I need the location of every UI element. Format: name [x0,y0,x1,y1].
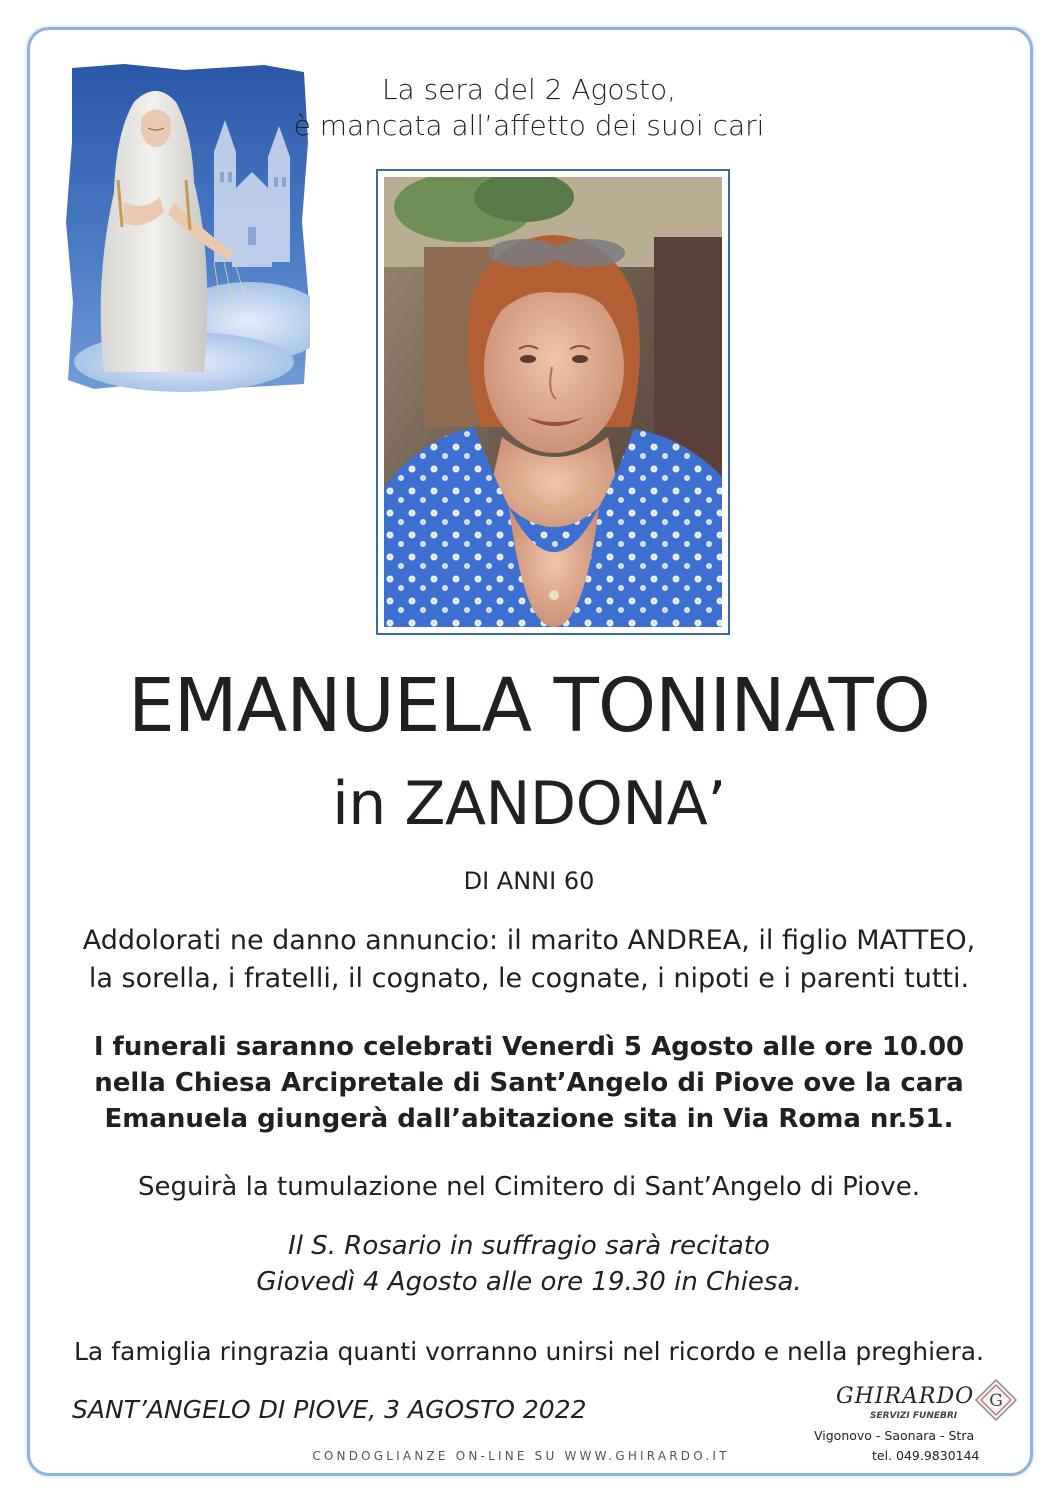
rosary-line-1: Il S. Rosario in suffragio sarà recitato [288,1231,770,1261]
age: DI ANNI 60 [463,867,595,895]
funeral-home-phone: tel. 049.9830144 [872,1448,980,1463]
opening-text [0,72,1058,144]
deceased-name: EMANUELA TONINATO [128,663,930,749]
opening-line-2: è mancata all’affetto dei suoi cari [293,109,765,142]
funeral-line-1: I funerali saranno celebrati Venerdì 5 Agosto alle ore 10.00 [93,1032,965,1062]
funeral-line-3: Emanuela giungerà dall’abitazione sita in Via Roma nr.51. [104,1104,954,1134]
announcement-line-2: la sorella, i fratelli, il cognato, le cognate, i nipoti e i parenti tutti. [88,963,970,994]
funeral-home-mark-icon [974,1378,1018,1422]
funeral-line-2: nella Chiesa Arcipretale di Sant’Angelo di Piove ove la cara [94,1068,964,1098]
portrait-photo [384,177,722,627]
announcement [0,922,1058,998]
opening-line-1: La sera del 2 Agosto, [381,73,677,106]
condolences-text: CONDOGLIANZE ON-LINE SU WWW.GHIRARDO.IT [312,1449,730,1463]
funeral-home-mark-letter: G [989,1391,1003,1411]
burial-info: Seguirà la tumulazione nel Cimitero di Sant’Angelo di Piove. [138,1172,920,1202]
funeral-info [0,1029,1058,1137]
funeral-home-logo [810,1376,1025,1468]
funeral-home-name: GHIRARDO [836,1384,975,1409]
rosary-line-2: Giovedì 4 Agosto alle ore 19.30 in Chiesa. [256,1267,802,1297]
place-date: SANT’ANGELO DI PIOVE, 3 AGOSTO 2022 [72,1395,587,1424]
portrait-frame [376,169,730,635]
funeral-home-subtitle: SERVIZI FUNEBRI [870,1411,958,1421]
announcement-line-1: Addolorati ne danno annuncio: il marito ANDREA, il figlio MATTEO, [82,925,976,956]
married-name: in ZANDONA’ [332,769,726,839]
rosary-info [0,1228,1058,1300]
funeral-home-towns: Vigonovo - Saonara - Stra [814,1428,975,1443]
thanks-text: La famiglia ringrazia quanti vorranno unirsi nel ricordo e nella preghiera. [74,1337,984,1366]
